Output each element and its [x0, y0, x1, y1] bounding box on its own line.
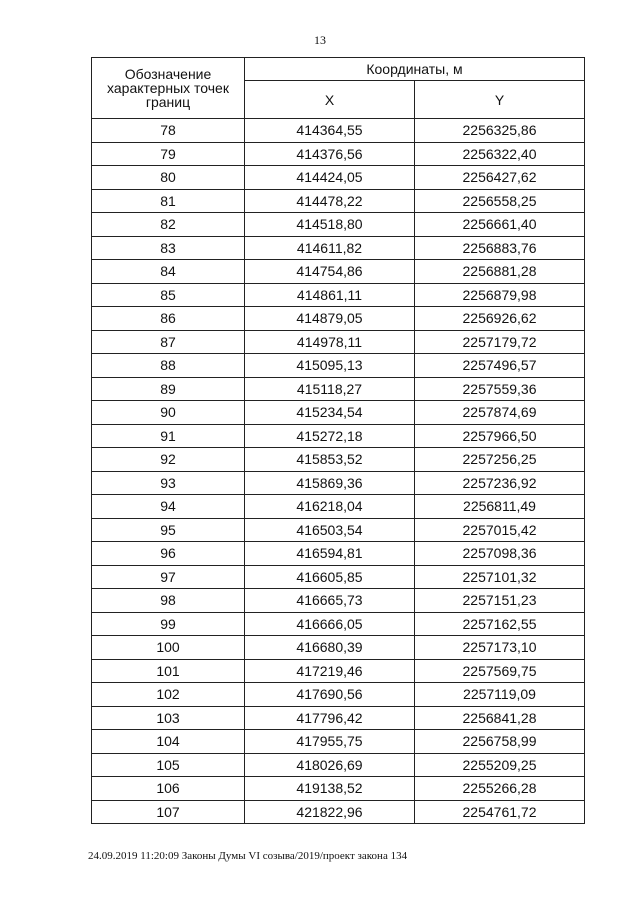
table-row: [92, 542, 585, 566]
table-row: [92, 213, 585, 237]
table-row: [92, 142, 585, 166]
point-cell: 90: [92, 401, 245, 425]
point-cell: 95: [92, 518, 245, 542]
y-cell: 2257559,36: [415, 377, 585, 401]
table-row: [92, 330, 585, 354]
point-cell: 78: [92, 119, 245, 143]
y-cell: 2256879,98: [415, 283, 585, 307]
x-cell: 416218,04: [245, 495, 415, 519]
table-row: [92, 706, 585, 730]
coordinates-table: [91, 57, 585, 824]
x-cell: 414978,11: [245, 330, 415, 354]
table-row: [92, 283, 585, 307]
y-cell: 2257874,69: [415, 401, 585, 425]
y-cell: 2257966,50: [415, 424, 585, 448]
point-cell: 88: [92, 354, 245, 378]
table-row: [92, 753, 585, 777]
y-cell: 2257119,09: [415, 683, 585, 707]
table-row: [92, 377, 585, 401]
table-row: [92, 307, 585, 331]
x-cell: 414424,05: [245, 166, 415, 190]
table-row: [92, 119, 585, 143]
y-cell: 2255266,28: [415, 777, 585, 801]
y-cell: 2256661,40: [415, 213, 585, 237]
y-cell: 2256926,62: [415, 307, 585, 331]
point-cell: 100: [92, 636, 245, 660]
point-cell: 106: [92, 777, 245, 801]
header-y: Y: [415, 81, 585, 119]
y-cell: 2257236,92: [415, 471, 585, 495]
table-row: [92, 730, 585, 754]
header-point-designation: Обозначение характерных точек границ: [92, 58, 245, 119]
point-cell: 83: [92, 236, 245, 260]
table-row: [92, 636, 585, 660]
y-cell: 2257569,75: [415, 659, 585, 683]
x-cell: 417796,42: [245, 706, 415, 730]
point-cell: 101: [92, 659, 245, 683]
x-cell: 415095,13: [245, 354, 415, 378]
point-cell: 85: [92, 283, 245, 307]
x-cell: 414478,22: [245, 189, 415, 213]
y-cell: 2255209,25: [415, 753, 585, 777]
y-cell: 2257162,55: [415, 612, 585, 636]
point-cell: 82: [92, 213, 245, 237]
x-cell: 416680,39: [245, 636, 415, 660]
table-row: [92, 659, 585, 683]
table-row: [92, 401, 585, 425]
point-cell: 97: [92, 565, 245, 589]
table-row: [92, 471, 585, 495]
x-cell: 417219,46: [245, 659, 415, 683]
x-cell: 414754,86: [245, 260, 415, 284]
table-row: [92, 612, 585, 636]
y-cell: 2257496,57: [415, 354, 585, 378]
x-cell: 416665,73: [245, 589, 415, 613]
point-cell: 104: [92, 730, 245, 754]
table-row: [92, 518, 585, 542]
x-cell: 416594,81: [245, 542, 415, 566]
point-cell: 93: [92, 471, 245, 495]
y-cell: 2257151,23: [415, 589, 585, 613]
point-cell: 86: [92, 307, 245, 331]
table-body: [92, 119, 585, 824]
table-row: [92, 448, 585, 472]
y-cell: 2256322,40: [415, 142, 585, 166]
x-cell: 415272,18: [245, 424, 415, 448]
y-cell: 2256881,28: [415, 260, 585, 284]
y-cell: 2257173,10: [415, 636, 585, 660]
page-number: 13: [314, 33, 326, 47]
point-cell: 84: [92, 260, 245, 284]
x-cell: 414879,05: [245, 307, 415, 331]
x-cell: 415853,52: [245, 448, 415, 472]
x-cell: 419138,52: [245, 777, 415, 801]
footer-stamp: 24.09.2019 11:20:09 Законы Думы VI созыва/2019/проект закона 134: [88, 850, 408, 862]
y-cell: 2257101,32: [415, 565, 585, 589]
point-cell: 80: [92, 166, 245, 190]
table-row: [92, 260, 585, 284]
y-cell: 2254761,72: [415, 800, 585, 824]
header-coordinates: Координаты, м: [245, 58, 585, 81]
x-cell: 414376,56: [245, 142, 415, 166]
point-cell: 87: [92, 330, 245, 354]
x-cell: 417955,75: [245, 730, 415, 754]
table-row: [92, 589, 585, 613]
table-row: [92, 354, 585, 378]
x-cell: 414861,11: [245, 283, 415, 307]
y-cell: 2256841,28: [415, 706, 585, 730]
y-cell: 2256883,76: [415, 236, 585, 260]
x-cell: 414518,80: [245, 213, 415, 237]
table-row: [92, 189, 585, 213]
x-cell: 415118,27: [245, 377, 415, 401]
x-cell: 416503,54: [245, 518, 415, 542]
x-cell: 416666,05: [245, 612, 415, 636]
point-cell: 98: [92, 589, 245, 613]
table-row: [92, 236, 585, 260]
y-cell: 2256325,86: [415, 119, 585, 143]
table-row: [92, 495, 585, 519]
y-cell: 2257098,36: [415, 542, 585, 566]
table-row: [92, 683, 585, 707]
point-cell: 102: [92, 683, 245, 707]
point-cell: 96: [92, 542, 245, 566]
table-row: [92, 777, 585, 801]
x-cell: 417690,56: [245, 683, 415, 707]
point-cell: 79: [92, 142, 245, 166]
point-cell: 94: [92, 495, 245, 519]
x-cell: 421822,96: [245, 800, 415, 824]
x-cell: 415234,54: [245, 401, 415, 425]
x-cell: 415869,36: [245, 471, 415, 495]
table-row: [92, 565, 585, 589]
x-cell: 418026,69: [245, 753, 415, 777]
point-cell: 103: [92, 706, 245, 730]
y-cell: 2256558,25: [415, 189, 585, 213]
table-row: [92, 166, 585, 190]
table-row: [92, 424, 585, 448]
x-cell: 414364,55: [245, 119, 415, 143]
y-cell: 2256427,62: [415, 166, 585, 190]
table-row: [92, 800, 585, 824]
point-cell: 81: [92, 189, 245, 213]
x-cell: 416605,85: [245, 565, 415, 589]
y-cell: 2256811,49: [415, 495, 585, 519]
point-cell: 91: [92, 424, 245, 448]
x-cell: 414611,82: [245, 236, 415, 260]
y-cell: 2256758,99: [415, 730, 585, 754]
point-cell: 99: [92, 612, 245, 636]
header-x: X: [245, 81, 415, 119]
point-cell: 107: [92, 800, 245, 824]
y-cell: 2257256,25: [415, 448, 585, 472]
point-cell: 105: [92, 753, 245, 777]
point-cell: 89: [92, 377, 245, 401]
point-cell: 92: [92, 448, 245, 472]
y-cell: 2257179,72: [415, 330, 585, 354]
y-cell: 2257015,42: [415, 518, 585, 542]
